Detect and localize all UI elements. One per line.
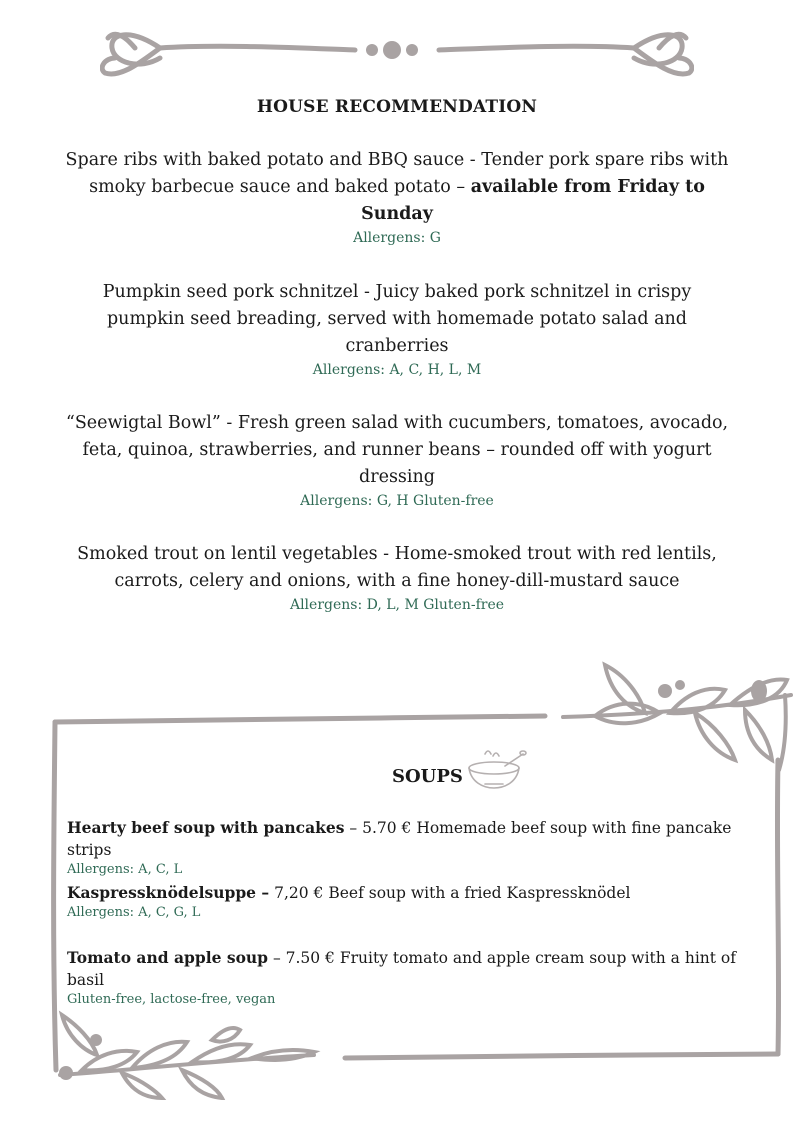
dish-allergens: Allergens: D, L, M Gluten-free [289,597,505,613]
dish-item [62,147,732,248]
leaf-branch-icon [52,1000,322,1100]
flourish-ornament-icon [100,18,694,88]
dish-allergens: Allergens: G [353,230,441,246]
dish-item [62,279,732,380]
soup-name: Kaspressknödelsuppe – [67,883,270,902]
leaf-branch-icon [555,655,794,775]
soup-item [67,817,747,879]
dish-description: Spare ribs with baked potato and BBQ sauce - Tender pork spare ribs with smoky barbecue sauce and baked potato – [65,150,729,197]
soup-name: Tomato and apple soup [67,948,269,967]
soup-name: Hearty beef soup with pancakes [67,818,345,837]
soup-price-description: 7,20 € Beef soup with a fried Kaspressknödel [269,884,631,902]
dish-item [62,541,732,615]
dish-description: “Seewigtal Bowl” - Fresh green salad with cucumbers, tomatoes, avocado, feta, quinoa, strawberries, and runner beans – rounded off with yogurt dressing [65,413,729,487]
soup-item [67,882,747,922]
soup-price-description: – 5.70 € Homemade beef soup with fine pancake strips [67,819,732,859]
section-title-house-recommendation: HOUSE RECOMMENDATION [256,97,538,117]
dish-description: Pumpkin seed pork schnitzel - Juicy baked pork schnitzel in crispy pumpkin seed breading, served with homemade potato salad and cranberries [102,282,692,356]
soup-allergens: Allergens: A, C, L [67,862,183,877]
dish-description: Smoked trout on lentil vegetables - Home-smoked trout with red lentils, carrots, celery and onions, with a fine honey-dill-mustard sauce [77,544,717,591]
soup-price-description: – 7.50 € Fruity tomato and apple cream soup with a hint of basil [67,949,736,989]
soup-item [67,947,747,1009]
soup-allergens: Gluten-free, lactose-free, vegan [67,992,276,1007]
soup-bowl-icon [465,748,527,792]
dish-allergens: Allergens: G, H Gluten-free [300,493,494,509]
soup-allergens: Allergens: A, C, G, L [67,905,201,920]
dish-availability-note: available from Friday to Sunday [361,177,705,224]
dish-allergens: Allergens: A, C, H, L, M [312,362,482,378]
dish-item [62,410,732,511]
section-title-soups: SOUPS [392,766,463,787]
